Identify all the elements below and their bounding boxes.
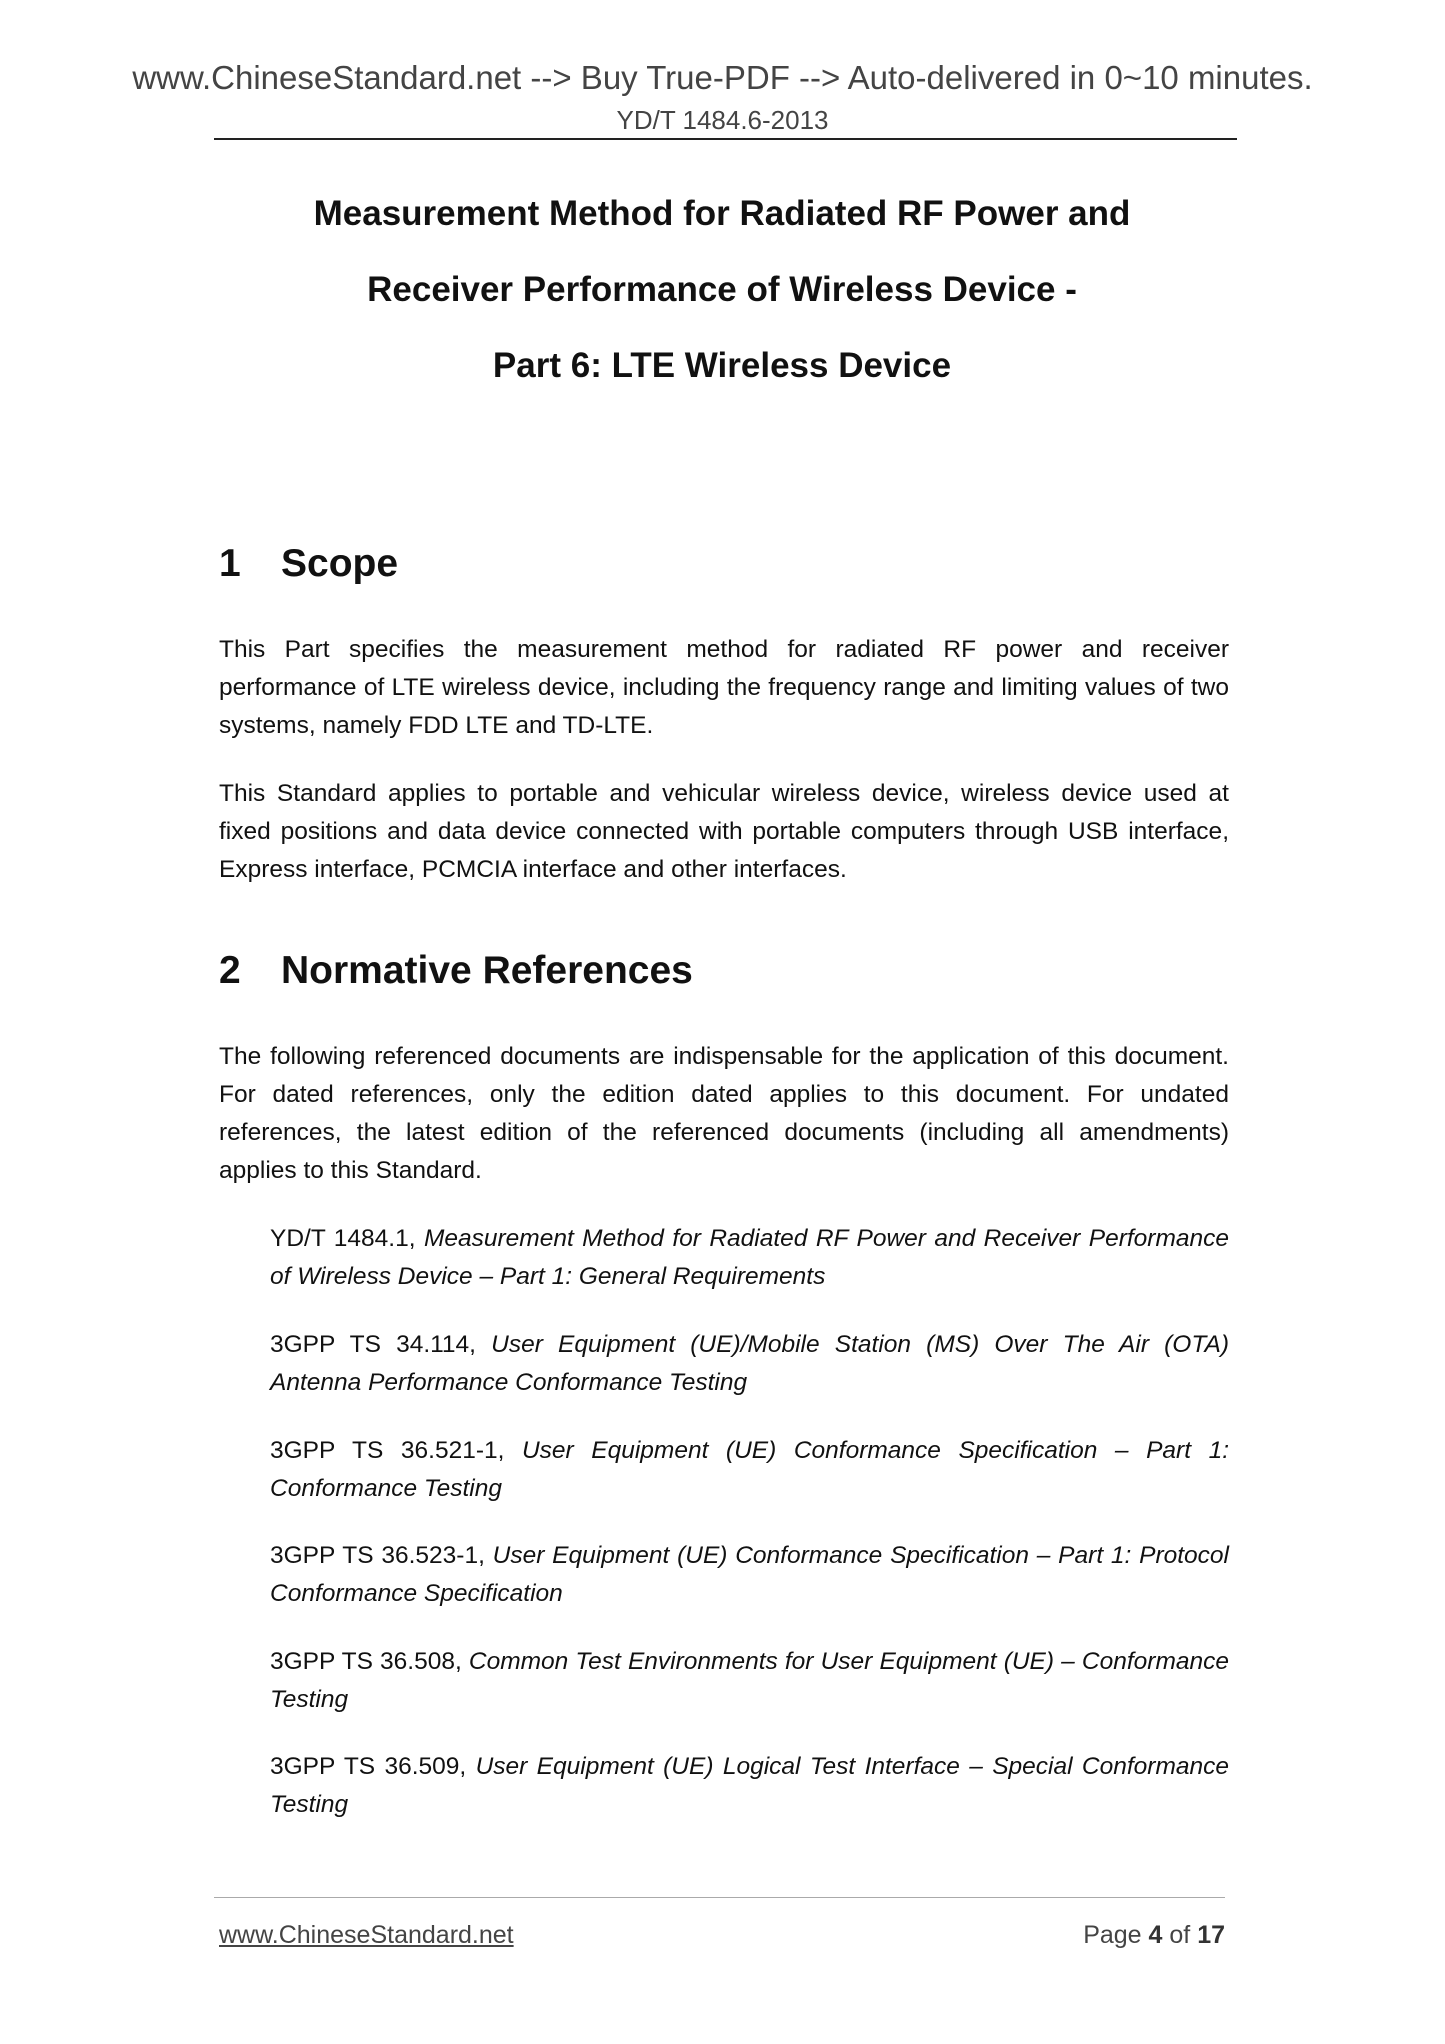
- reference-title: User Equipment (UE) Conformance Specification – Part 1: Conformance Testing: [270, 1437, 1229, 1502]
- reference-item: [270, 1220, 1229, 1296]
- section-title: Scope: [281, 542, 399, 585]
- document-title-line-3: Part 6: LTE Wireless Device: [492, 346, 952, 385]
- reference-code: YD/T 1484.1,: [270, 1225, 424, 1252]
- page-prefix: Page: [1083, 1921, 1149, 1949]
- section-title: Normative References: [281, 949, 693, 992]
- footer-website-link[interactable]: www.ChineseStandard.net: [219, 1921, 514, 1949]
- section-number: 2: [219, 949, 241, 992]
- reference-item: [270, 1326, 1229, 1402]
- reference-item: [270, 1643, 1229, 1719]
- reference-item: [270, 1748, 1229, 1824]
- section-heading-scope: [219, 540, 398, 588]
- reference-item: [270, 1537, 1229, 1613]
- reference-code: 3GPP TS 36.509,: [270, 1753, 476, 1780]
- section-heading-normative-references: [219, 947, 693, 995]
- normative-intro-paragraph: The following referenced documents are indispensable for the application of this document. For dated references, only the edition dated applies to this document. For undated references, the latest edition of the referenced documents (including all amendments) applies to this Standard.: [219, 1043, 1229, 1184]
- document-title-line-2: Receiver Performance of Wireless Device -: [367, 270, 1077, 309]
- scope-paragraph-2: This Standard applies to portable and vehicular wireless device, wireless device used at fixed positions and data device connected with portable computers through USB interface, Express interface, PCMCIA interface and other interfaces.: [219, 780, 1229, 883]
- page-current: 4: [1148, 1921, 1163, 1949]
- page-total: 17: [1197, 1921, 1225, 1949]
- reference-item: [270, 1432, 1229, 1508]
- reference-title: User Equipment (UE) Logical Test Interface – Special Conformance Testing: [270, 1753, 1229, 1818]
- section-number: 1: [219, 542, 241, 585]
- reference-code: 3GPP TS 34.114,: [270, 1331, 492, 1358]
- scope-paragraph-1: This Part specifies the measurement method for radiated RF power and receiver performance of LTE wireless device, including the frequency range and limiting values of two systems, namely FDD LTE and TD-LTE.: [219, 636, 1229, 739]
- footer-divider: [214, 1897, 1225, 1898]
- reference-code: 3GPP TS 36.521-1,: [270, 1437, 522, 1464]
- reference-code: 3GPP TS 36.508,: [270, 1648, 469, 1675]
- reference-title: Measurement Method for Radiated RF Power and Receiver Performance of Wireless Device – Part 1: General Requirements: [270, 1225, 1229, 1290]
- reference-code: 3GPP TS 36.523-1,: [270, 1542, 493, 1569]
- reference-title: Common Test Environments for User Equipment (UE) – Conformance Testing: [270, 1648, 1230, 1713]
- page-of: of: [1162, 1921, 1198, 1949]
- header-divider: [214, 138, 1237, 140]
- document-title-line-1: Measurement Method for Radiated RF Power and: [313, 194, 1131, 233]
- header-banner: www.ChineseStandard.net --> Buy True-PDF --> Auto-delivered in 0~10 minutes.: [132, 59, 1313, 96]
- reference-title: User Equipment (UE)/Mobile Station (MS) Over The Air (OTA) Antenna Performance Conformance Testing: [270, 1331, 1229, 1396]
- standard-code: YD/T 1484.6-2013: [616, 105, 829, 135]
- reference-title: User Equipment (UE) Conformance Specification – Part 1: Protocol Conformance Specification: [270, 1542, 1229, 1607]
- page-number: [1083, 1918, 1225, 1952]
